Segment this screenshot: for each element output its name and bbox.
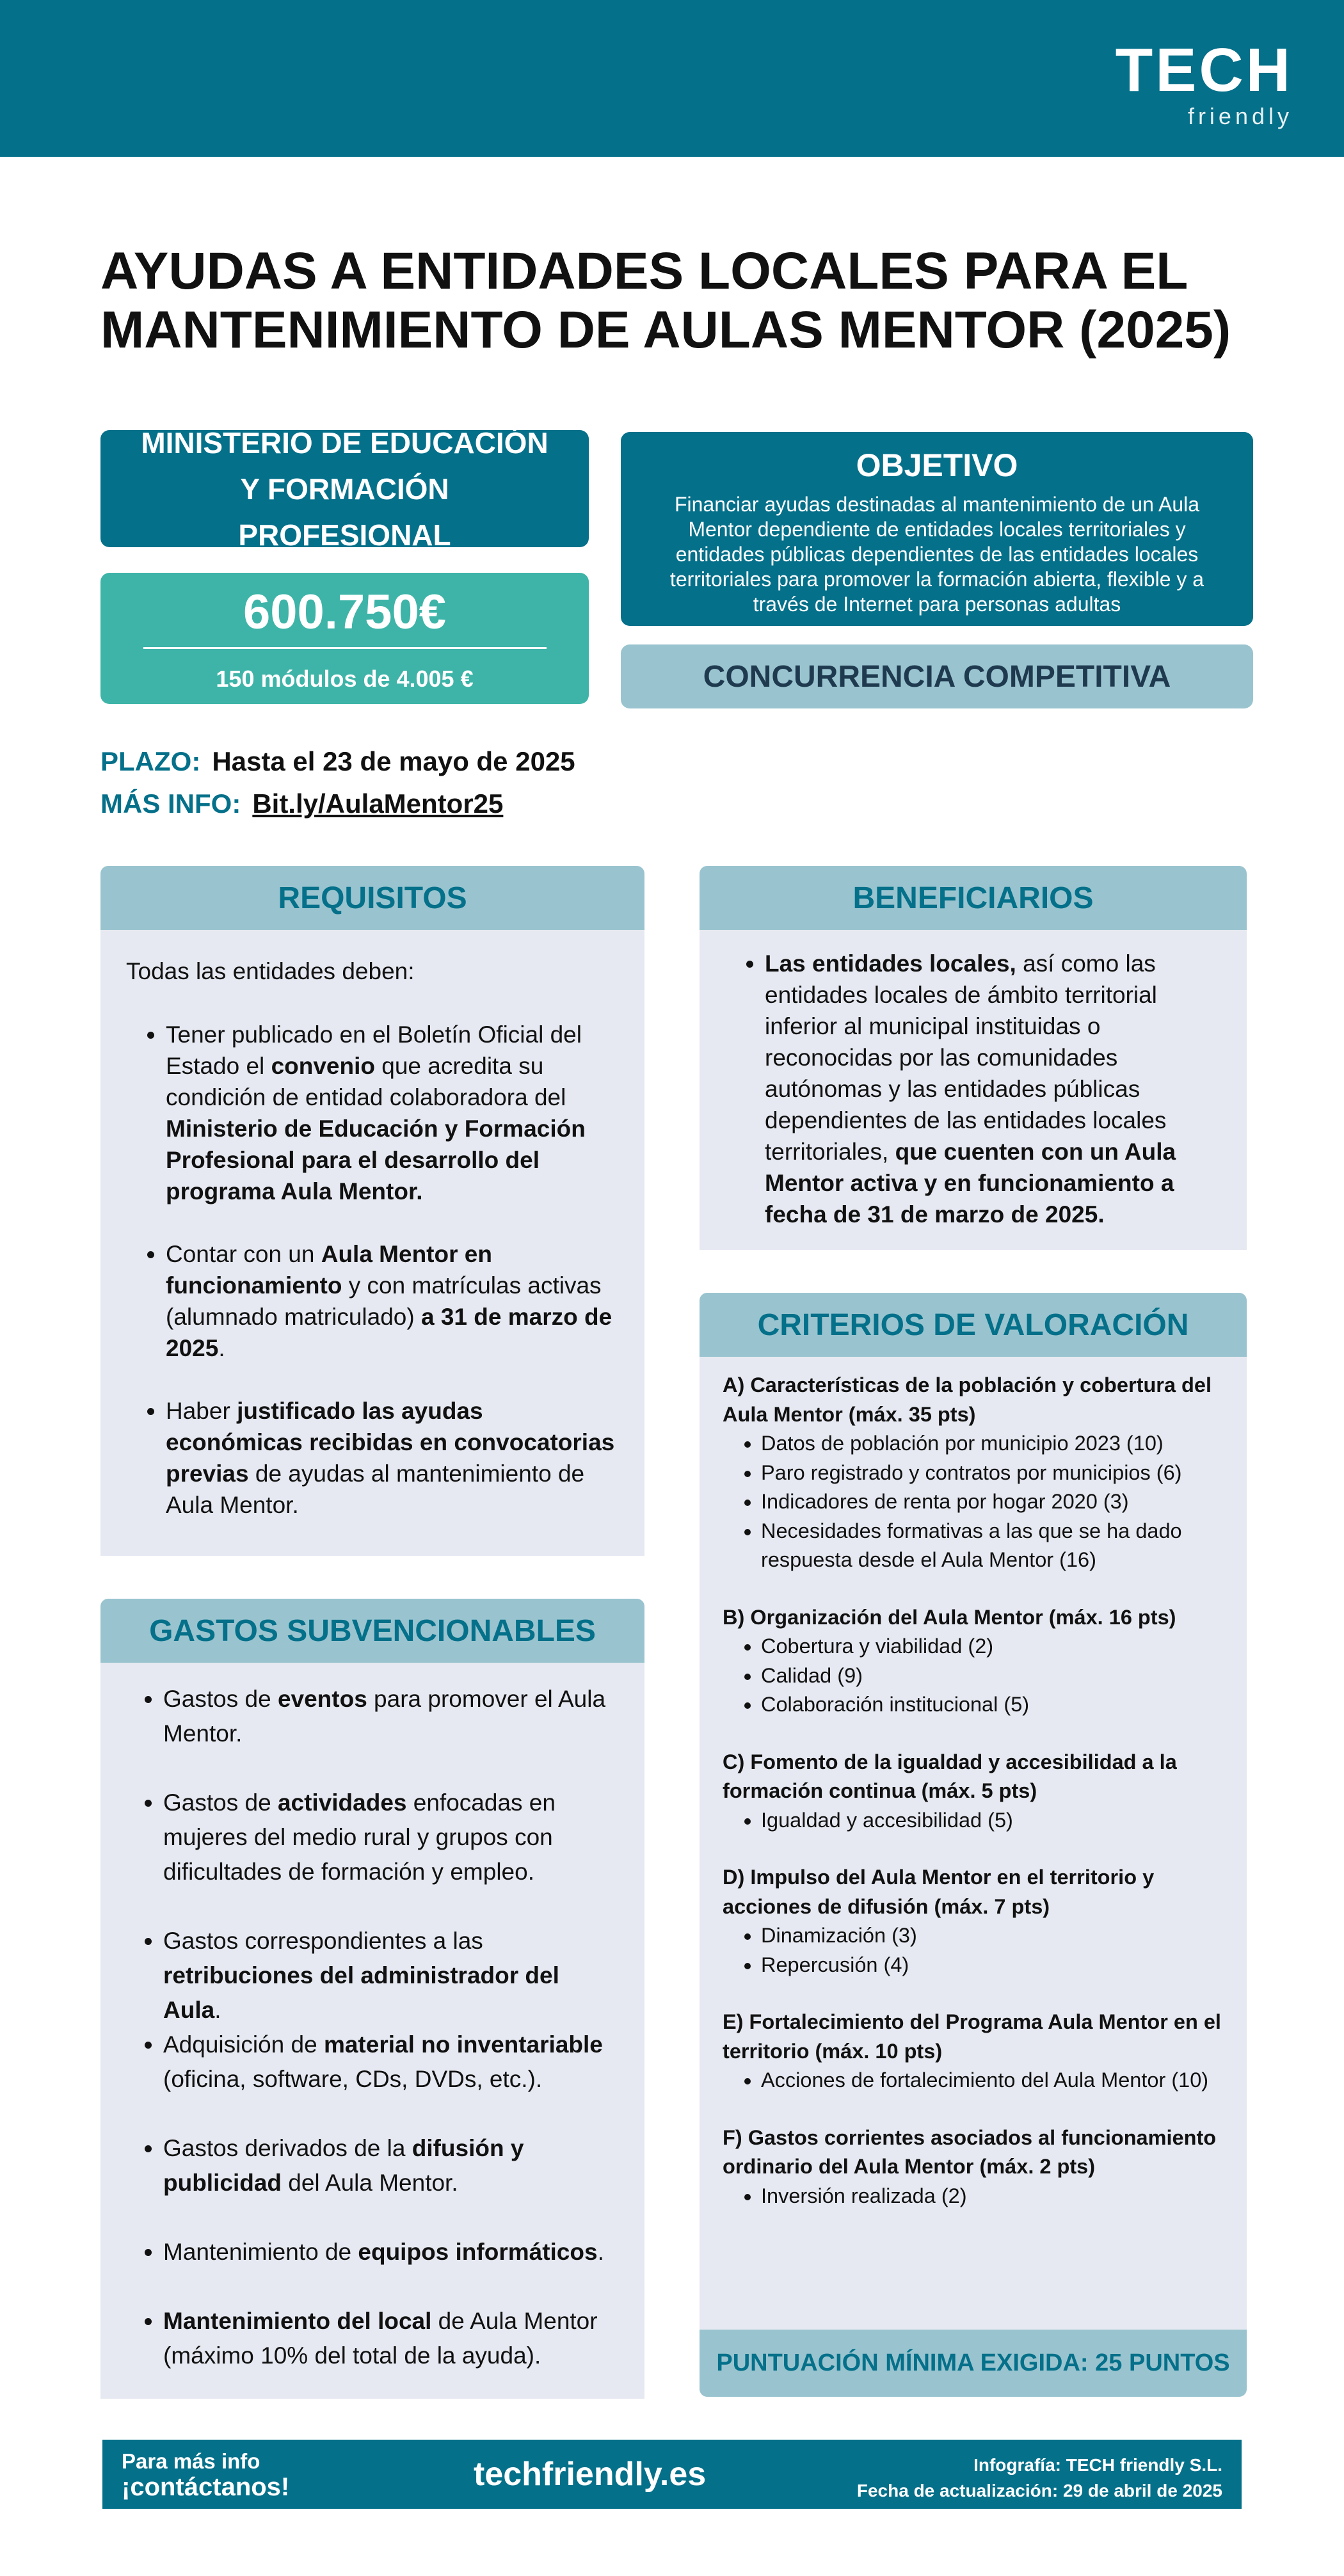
contact-line: Para más info	[122, 2449, 260, 2473]
update-date: Fecha de actualización: 29 de abril de 2025	[856, 2481, 1222, 2500]
page-title: AYUDAS A ENTIDADES LOCALES PARA EL MANTENIMIENTO DE AULAS MENTOR (2025)	[100, 242, 1231, 359]
list-item: • Las entidades locales, así como las entidades locales de ámbito territorial inferior al municipal instituidas o reconocidas por las comunidades autónomas y las entidades públicas dependientes de las entidades locales territoriales, que cuenten con un Aula Mentor activa y en funcionamiento a fecha de 31 de marzo de 2025.	[765, 948, 1221, 1230]
criteria-group	[723, 1371, 1224, 1575]
budget-detail: 150 módulos de 4.005 €	[216, 666, 474, 692]
list-item: • Calidad (9)	[761, 1661, 1224, 1691]
list-item: • Adquisición de material no inventariable (oficina, software, CDs, DVDs, etc.).	[163, 2028, 621, 2097]
contact-cta: ¡contáctanos!	[122, 2473, 290, 2501]
deadline-label: PLAZO:	[100, 746, 201, 776]
website-link[interactable]: techfriendly.es	[474, 2456, 707, 2493]
criteria-group-title: D) Impulso del Aula Mentor en el territorio y acciones de difusión (máx. 7 pts)	[723, 1866, 1155, 1918]
list-item: • Repercusión (4)	[761, 1951, 1224, 1980]
more-info-line	[100, 786, 503, 822]
budget-divider	[143, 647, 547, 649]
list-item: • Gastos de eventos para promover el Aula Mentor.	[163, 1682, 621, 1751]
criteria-group	[723, 2008, 1224, 2095]
deadline-line	[100, 744, 575, 780]
eligible-expenses-panel	[100, 1663, 644, 2399]
infographic-credit: Infografía: TECH friendly S.L.	[973, 2455, 1222, 2475]
list-item: • Haber justificado las ayudas económicas recibidas en convocatorias previas de ayudas al mantenimiento de Aula Mentor.	[166, 1395, 619, 1521]
list-item: • Igualdad y accesibilidad (5)	[761, 1806, 1224, 1836]
criteria-group-title: E) Fortalecimiento del Programa Aula Mentor en el territorio (máx. 10 pts)	[723, 2010, 1221, 2063]
criteria-group	[723, 1603, 1224, 1720]
contact-block[interactable]	[122, 2449, 289, 2500]
requirements-panel	[100, 930, 644, 1556]
more-info-link[interactable]: Bit.ly/AulaMentor25	[252, 788, 504, 819]
list-item: • Gastos correspondientes a las retribuciones del administrador del Aula.	[163, 1924, 621, 2028]
ministry-box	[100, 426, 589, 552]
objective-heading: OBJETIVO	[856, 447, 1018, 483]
expenses-list	[124, 1682, 621, 2373]
ministry-label: MINISTERIO DE EDUCACIÓN Y FORMACIÓN PROFESIONAL	[141, 426, 548, 552]
list-item: • Colaboración institucional (5)	[761, 1690, 1224, 1720]
list-item: • Inversión realizada (2)	[761, 2182, 1224, 2211]
logo-sub: friendly	[1187, 103, 1293, 129]
objective-box	[621, 432, 1253, 626]
eligible-expenses-heading: GASTOS SUBVENCIONABLES	[100, 1599, 644, 1663]
deadline-value: Hasta el 23 de mayo de 2025	[212, 746, 575, 776]
criteria-group-title: F) Gastos corrientes asociados al funcionamiento ordinario del Aula Mentor (máx. 2 pts)	[723, 2125, 1217, 2178]
criteria-group	[723, 1748, 1224, 1836]
criteria-heading: CRITERIOS DE VALORACIÓN	[700, 1293, 1247, 1357]
list-item: • Acciones de fortalecimiento del Aula Mentor (10)	[761, 2066, 1224, 2095]
beneficiaries-heading: BENEFICIARIOS	[700, 866, 1247, 930]
minimum-score-banner: PUNTUACIÓN MÍNIMA EXIGIDA: 25 PUNTOS	[700, 2330, 1247, 2397]
criteria-group	[723, 2124, 1224, 2211]
list-item: • Dinamización (3)	[761, 1921, 1224, 1951]
footer-bar	[102, 2440, 1242, 2509]
list-item: • Gastos derivados de la difusión y publicidad del Aula Mentor.	[163, 2131, 621, 2200]
requirements-intro: Todas las entidades deben:	[126, 958, 415, 984]
list-item: • Mantenimiento de equipos informáticos.	[163, 2235, 621, 2269]
budget-box	[100, 573, 589, 704]
list-item: • Paro registrado y contratos por municipios (6)	[761, 1459, 1224, 1488]
requirements-list	[126, 1019, 619, 1521]
procedure-badge: CONCURRENCIA COMPETITIVA	[621, 644, 1253, 708]
logo-main: TECH	[1115, 36, 1293, 104]
list-item: • Datos de población por municipio 2023 (10)	[761, 1429, 1224, 1459]
list-item: • Gastos de actividades enfocadas en mujeres del medio rural y grupos con dificultades de formación y empleo.	[163, 1786, 621, 1889]
header-bar	[0, 0, 1344, 157]
more-info-label: MÁS INFO:	[100, 788, 241, 819]
objective-text: Financiar ayudas destinadas al mantenimiento de un Aula Mentor dependiente de entidades locales territoriales y entidades públicas dependientes de las entidades locales territoriales para promover la formación abierta, flexible y a través de Internet para personas adultas	[669, 493, 1204, 616]
credits-block	[857, 2452, 1222, 2504]
requirements-heading: REQUISITOS	[100, 866, 644, 930]
list-item: • Indicadores de renta por hogar 2020 (3)	[761, 1487, 1224, 1517]
criteria-group-title: A) Características de la población y cobertura del Aula Mentor (máx. 35 pts)	[723, 1373, 1212, 1426]
beneficiaries-list	[725, 948, 1221, 1230]
list-item: • Cobertura y viabilidad (2)	[761, 1632, 1224, 1661]
criteria-group-title: C) Fomento de la igualdad y accesibilidad a la formación continua (máx. 5 pts)	[723, 1750, 1177, 1802]
list-item: • Necesidades formativas a las que se ha dado respuesta desde el Aula Mentor (16)	[761, 1517, 1224, 1575]
list-item: • Contar con un Aula Mentor en funcionamiento y con matrículas activas (alumnado matriculado) a 31 de marzo de 2025.	[166, 1238, 619, 1364]
list-item: • Tener publicado en el Boletín Oficial del Estado el convenio que acredita su condición de entidad colaboradora del Ministerio de Educación y Formación Profesional para el desarrollo del programa Aula Mentor.	[166, 1019, 619, 1207]
tech-friendly-logo	[1115, 36, 1293, 129]
list-item: • Mantenimiento del local de Aula Mentor (máximo 10% del total de la ayuda).	[163, 2304, 621, 2373]
budget-amount: 600.750€	[243, 585, 446, 639]
criteria-group	[723, 1863, 1224, 1980]
criteria-panel	[700, 1357, 1247, 2330]
beneficiaries-panel	[700, 930, 1247, 1250]
criteria-group-title: B) Organización del Aula Mentor (máx. 16 pts)	[723, 1605, 1176, 1629]
